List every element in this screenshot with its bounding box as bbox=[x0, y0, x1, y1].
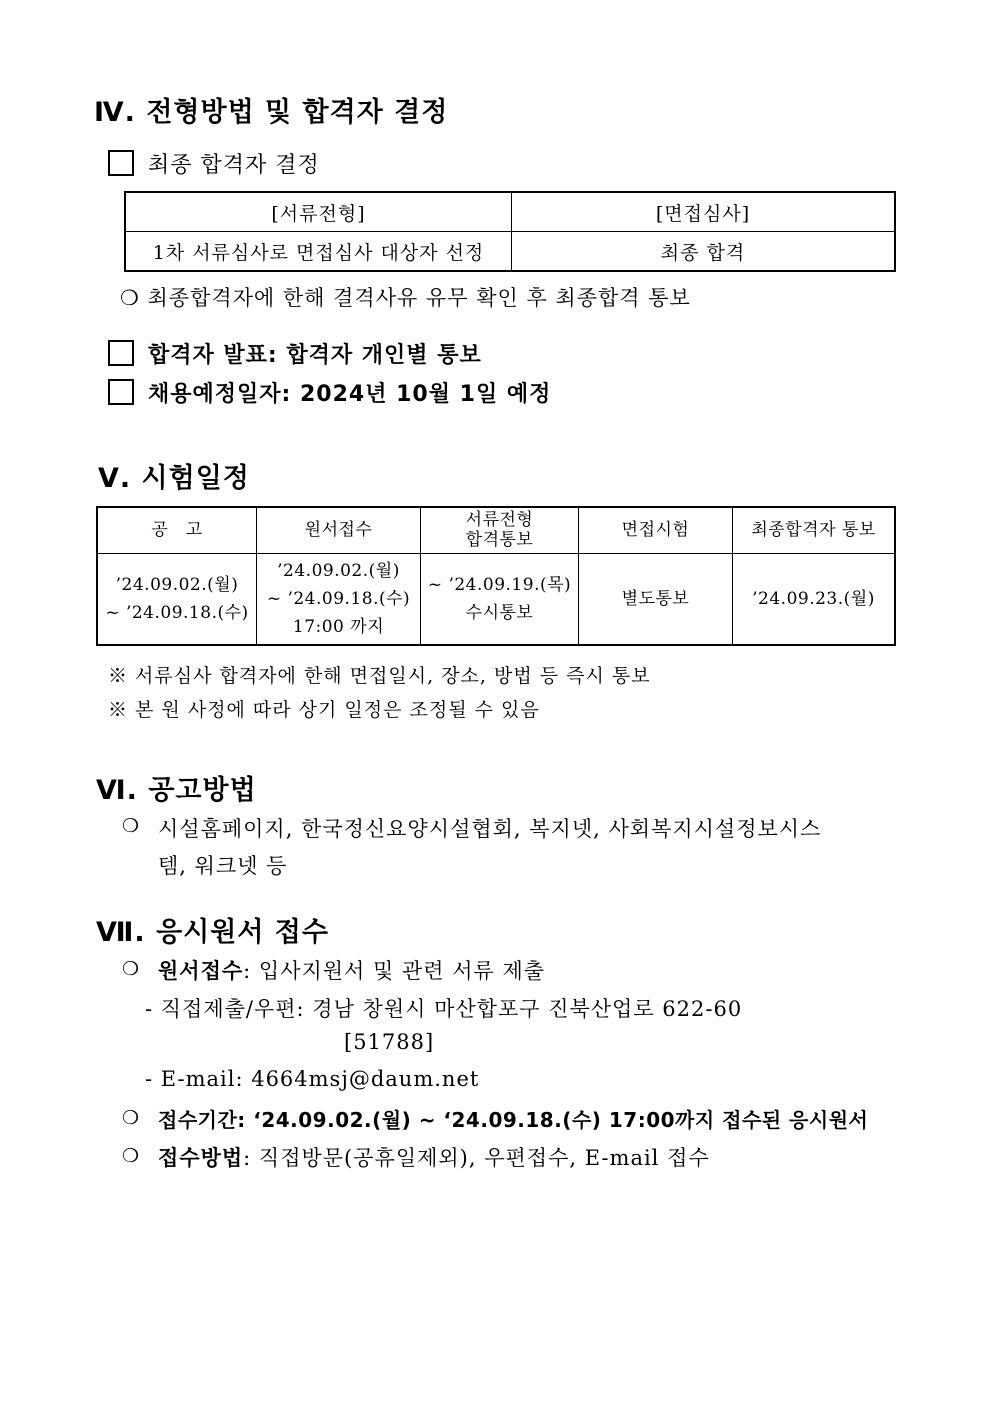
apply-text: : 입사지원서 및 관련 서류 제출 bbox=[243, 959, 546, 983]
bullet-icon: ❍ bbox=[122, 958, 140, 980]
table-header-cell: 원서접수 bbox=[257, 507, 421, 553]
section4-title: Ⅳ. 전형방법 및 합격자 결정 bbox=[94, 97, 449, 128]
method-line bbox=[158, 1142, 710, 1172]
checkbox-icon bbox=[108, 379, 134, 405]
method-text: : 직접방문(공휴일제외), 우편접수, E-mail 접수 bbox=[243, 1146, 710, 1170]
section7-title: Ⅶ. 응시원서 접수 bbox=[96, 917, 329, 948]
notice-method-line2: 템, 워크넷 등 bbox=[158, 854, 288, 878]
table-row bbox=[97, 553, 895, 645]
cell-line: ’24.09.02.(월) bbox=[115, 574, 239, 595]
table-row bbox=[97, 507, 895, 553]
section6-title: Ⅵ. 공고방법 bbox=[96, 775, 257, 806]
bullet-icon: ❍ bbox=[122, 1145, 140, 1167]
cell-line: 수시통보 bbox=[465, 602, 534, 623]
table-header-cell bbox=[421, 507, 579, 553]
apply-line bbox=[158, 955, 545, 985]
period-line bbox=[158, 1104, 868, 1133]
final-heading: 최종 합격자 결정 bbox=[148, 153, 320, 178]
bullet-icon: ❍ bbox=[122, 815, 140, 837]
bullet-icon: ❍ bbox=[122, 1107, 140, 1129]
table-header-cell: [서류전형] bbox=[125, 192, 512, 232]
notice-method-line1: 시설홈페이지, 한국정신요양시설협회, 복지넷, 사회복지시설정보시스 bbox=[158, 817, 822, 841]
table-cell bbox=[257, 553, 421, 645]
cell-line: 17:00 까지 bbox=[292, 616, 385, 637]
table-row bbox=[125, 192, 895, 232]
schedule-note: ※ 서류심사 합격자에 한해 면접일시, 장소, 방법 등 즉시 통보 bbox=[108, 665, 651, 687]
final-note: ❍ 최종합격자에 한해 결격사유 유무 확인 후 최종합격 통보 bbox=[120, 286, 691, 310]
table-header-cell: 공 고 bbox=[97, 507, 257, 553]
table-header-cell: [면접심사] bbox=[512, 192, 896, 232]
postal-code: [51788] bbox=[344, 1030, 435, 1054]
cell-line: ~ ’24.09.18.(수) bbox=[105, 602, 249, 623]
table-cell: 1차 서류심사로 면접심사 대상자 선정 bbox=[125, 232, 512, 272]
table-row bbox=[125, 232, 895, 272]
table-cell: 별도통보 bbox=[579, 553, 733, 645]
email-line: - E-mail: 4664msj@daum.net bbox=[145, 1067, 480, 1091]
header-line: 합격통보 bbox=[465, 530, 534, 551]
cell-line: ~ ’24.09.19.(목) bbox=[427, 574, 572, 595]
table-cell bbox=[97, 553, 257, 645]
table-cell bbox=[421, 553, 579, 645]
cell-line: ’24.09.02.(월) bbox=[277, 560, 400, 581]
schedule-table bbox=[96, 506, 896, 646]
method-label: 접수방법 bbox=[158, 1146, 244, 1170]
table-header-cell: 면접시험 bbox=[579, 507, 733, 553]
final-decision-table bbox=[124, 191, 896, 272]
period-text: : ‘24.09.02.(월) ~ ‘24.09.18.(수) 17:00까지 접수된 응시원서 bbox=[237, 1108, 869, 1132]
table-header-cell: 최종합격자 통보 bbox=[733, 507, 896, 553]
section5-title: Ⅴ. 시험일정 bbox=[98, 463, 250, 494]
hire-date-text: 채용예정일자: 2024년 10월 1일 예정 bbox=[148, 382, 552, 407]
cell-line: ~ ’24.09.18.(수) bbox=[266, 588, 411, 609]
table-cell: 최종 합격 bbox=[512, 232, 896, 272]
apply-label: 원서접수 bbox=[158, 959, 244, 983]
schedule-note: ※ 본 원 사정에 따라 상기 일정은 조정될 수 있음 bbox=[108, 699, 540, 721]
announce-text: 합격자 발표: 합격자 개인별 통보 bbox=[148, 343, 482, 368]
period-label: 접수기간 bbox=[158, 1108, 238, 1132]
header-line: 서류전형 bbox=[465, 510, 534, 531]
table-cell: ’24.09.23.(월) bbox=[733, 553, 896, 645]
direct-submit-line: - 직접제출/우편: 경남 창원시 마산합포구 진북산업로 622-60 bbox=[145, 997, 743, 1021]
checkbox-icon bbox=[108, 150, 134, 176]
checkbox-icon bbox=[108, 340, 134, 366]
